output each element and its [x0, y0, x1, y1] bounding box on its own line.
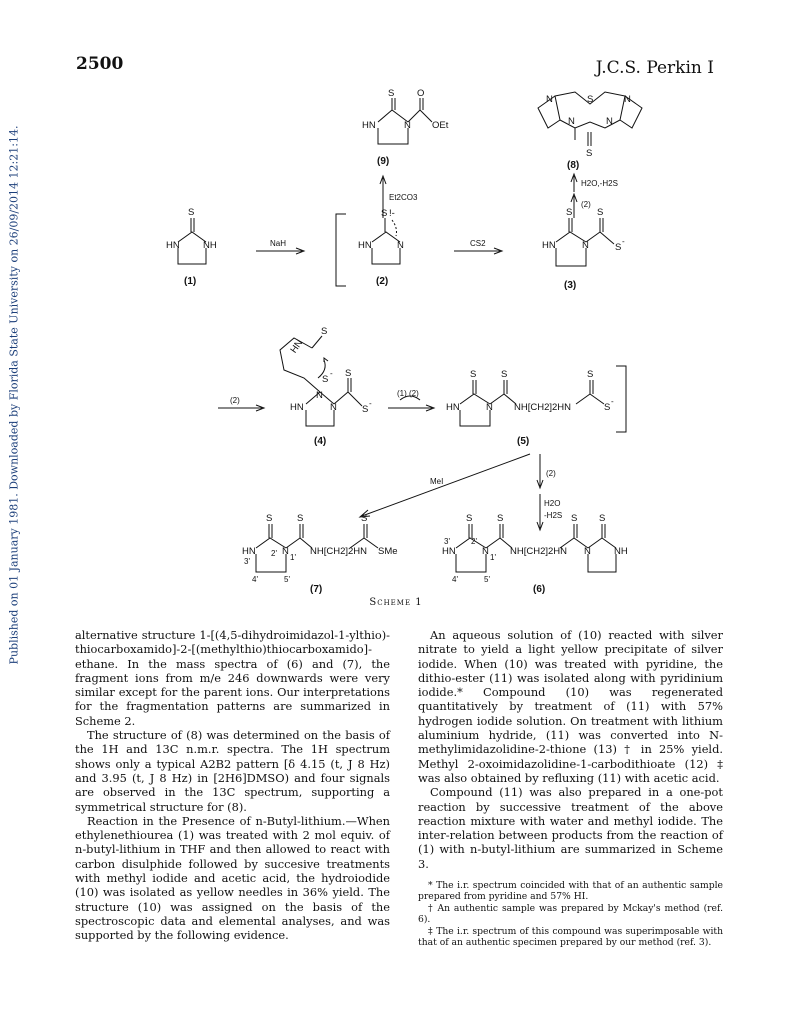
svg-text:S: S [566, 207, 573, 218]
svg-text:-: - [622, 237, 625, 246]
svg-text:S: S [470, 369, 477, 380]
svg-text:NH: NH [614, 546, 628, 557]
svg-text:S: S [362, 404, 369, 415]
svg-text:NH[CH2]2HN: NH[CH2]2HN [514, 402, 572, 413]
compound-label-4: (4) [314, 436, 327, 447]
svg-text:-: - [611, 397, 614, 406]
svg-text:5': 5' [484, 575, 490, 584]
svg-text:2': 2' [471, 537, 477, 546]
compound-label-7: (7) [310, 584, 323, 595]
compound-label-1: (1) [184, 276, 197, 287]
compound-label-9: (9) [377, 156, 390, 167]
left-paragraph-1: alternative structure 1-[(4,5-dihydroimidazol-1-ylthio)-thiocarboxamido]-2-[(methylthio)thiocarboxamido]-ethane. In the mass spectra of (6) and (7), the fragment ions from m/e 246 downwards were very similar except for the parent ions. Our interpretations for the fragmentation patterns are summarized in Scheme 2. [75, 628, 390, 728]
svg-text:N: N [397, 240, 404, 251]
svg-text:S: S [361, 513, 368, 524]
svg-text:3': 3' [244, 557, 250, 566]
svg-text:N: N [330, 402, 337, 413]
svg-text:1': 1' [490, 553, 496, 562]
svg-text:N: N [584, 546, 591, 557]
svg-text:NH[CH2]2HN: NH[CH2]2HN [510, 546, 568, 557]
svg-text:S: S [597, 207, 604, 218]
footnotes [418, 880, 723, 948]
svg-text:N: N [568, 116, 575, 127]
footnote-2: † An authentic sample was prepared by Mckay's method (ref. 6). [418, 903, 723, 926]
svg-text:S: S [345, 368, 352, 379]
svg-text:N: N [316, 390, 323, 401]
left-column [75, 628, 390, 943]
reagent-mei: MeI [430, 477, 444, 486]
reagent-two-b: (2) [230, 396, 240, 405]
reagent-h2o2-h2s: H2O,-H2S [581, 179, 618, 188]
svg-text:S: S [497, 513, 504, 524]
svg-text:HN: HN [358, 240, 372, 251]
compound-label-5: (5) [517, 436, 530, 447]
reagent-cs2: CS2 [470, 239, 486, 248]
reagent-minus-h2s: -H2S [544, 511, 563, 520]
page-number: 2500 [76, 54, 124, 74]
svg-text:4': 4' [452, 575, 458, 584]
svg-text:HN: HN [288, 337, 306, 356]
svg-text:-: - [369, 399, 372, 408]
compound-label-8: (8) [567, 160, 580, 171]
svg-text:S: S [615, 242, 622, 253]
svg-text:2': 2' [271, 549, 277, 558]
compound-label-6: (6) [533, 584, 546, 595]
journal-name: J.C.S. Perkin I [595, 58, 714, 78]
svg-text:S: S [266, 513, 273, 524]
right-paragraph-2: Compound (11) was also prepared in a one-pot reaction by successive treatment of the above reaction mixture with water and methyl iodide. The inter-relation between products from the reaction of (1) with n-butyl-lithium are summarized in Scheme 3. [418, 785, 723, 871]
svg-text:3': 3' [444, 537, 450, 546]
svg-text:HN: HN [242, 546, 256, 557]
svg-text:1': 1' [290, 553, 296, 562]
svg-text:HN: HN [542, 240, 556, 251]
reagent-h2o: H2O [544, 499, 561, 508]
svg-text:-: - [330, 369, 333, 378]
compound-label-2: (2) [376, 276, 389, 287]
svg-text:N: N [606, 116, 613, 127]
svg-text:N: N [486, 402, 493, 413]
scheme-caption: Scheme 1 [369, 597, 423, 608]
svg-text:N: N [482, 546, 489, 557]
svg-text:S: S [388, 88, 395, 99]
left-paragraph-3: Reaction in the Presence of n-Butyl-lithium.—When ethylenethiourea (1) was treated with 2 mol equiv. of n-butyl-lithium in THF and then allowed to react with carbon disulphide followed by succesive treatments with methyl iodide and acetic acid, the hydroiodide (10) was isolated as yellow needles in 36% yield. The structure (10) was assigned on the basis of the spectroscopic data and elemental analyses, and was supported by the following evidence. [75, 813, 390, 943]
svg-text:HN: HN [446, 402, 460, 413]
svg-text:S: S [586, 148, 593, 159]
reagent-one-two: (1) (2) [397, 389, 419, 398]
svg-text:S: S [466, 513, 473, 524]
svg-text:5': 5' [284, 575, 290, 584]
right-paragraph-1: An aqueous solution of (10) reacted with silver nitrate to yield a light yellow precipitate of silver iodide. When (10) was treated with pyridine, the dithio-ester (11) was isolated along with pyridinium iodide.* Compound (10) was regenerated quantitatively by treatment of (11) with 57% hydrogen iodide solution. On treatment with lithium aluminium hydride, (11) was converted into N-methylimidazolidine-2-thione (13) † in 25% yield. Methyl 2-oxoimidazolidine-1-carbodithioate (12) ‡ was also obtained by refluxing (11) with acetic acid. [418, 628, 723, 785]
svg-text:N: N [546, 94, 553, 105]
svg-text:S: S [321, 326, 328, 337]
svg-text:S: S [571, 513, 578, 524]
svg-text:S: S [587, 94, 594, 105]
svg-text:HN: HN [166, 240, 180, 251]
svg-text:O: O [417, 88, 425, 99]
svg-text:N: N [582, 240, 589, 251]
left-paragraph-2: The structure of (8) was determined on the basis of the 1H and 13C n.m.r. spectra. The 1H spectrum shows only a typical A2B2 pattern [δ 4.15 (t, J 8 Hz) and 3.95 (t, J 8 Hz) in [2H6]DMSO) and four signals are observed in the 13C spectrum, supporting a symmetrical structure for (8). [75, 728, 390, 814]
footnote-3: ‡ The i.r. spectrum of this compound was superimposable with that of an authentic specimen prepared by our method (ref. 3). [418, 926, 723, 949]
svg-text:S: S [501, 369, 508, 380]
reagent-nah: NaH [270, 239, 287, 248]
svg-text:NH[CH2]2HN: NH[CH2]2HN [310, 546, 368, 557]
svg-text:S: S [381, 208, 388, 219]
svg-text:N: N [404, 120, 411, 131]
reagent-two-c: (2) [546, 469, 556, 478]
footnote-1: * The i.r. spectrum coincided with that of an authentic sample prepared from pyridine and 57% HI. [418, 880, 723, 903]
svg-text:HN: HN [442, 546, 456, 557]
svg-text:!-: !- [389, 208, 395, 219]
svg-text:N: N [624, 94, 631, 105]
reagent-et2co3: Et2CO3 [389, 193, 418, 202]
svg-text:S: S [599, 513, 606, 524]
right-column [418, 628, 723, 949]
svg-text:S: S [188, 207, 195, 218]
compound-label-3: (3) [564, 280, 577, 291]
svg-text:SMe: SMe [378, 546, 398, 557]
svg-text:OEt: OEt [432, 120, 449, 131]
svg-text:S: S [587, 369, 594, 380]
svg-text:S: S [604, 402, 611, 413]
svg-text:S: S [322, 374, 329, 385]
download-watermark-text: Published on 01 January 1981. Downloaded by Florida State University on 26/09/2014 12:21:14. [7, 125, 21, 665]
svg-text:S: S [297, 513, 304, 524]
svg-text:NH: NH [203, 240, 217, 251]
svg-text:HN: HN [362, 120, 376, 131]
reagent-two-a: (2) [581, 200, 591, 209]
svg-text:HN: HN [290, 402, 304, 413]
svg-text:N: N [282, 546, 289, 557]
svg-text:4': 4' [252, 575, 258, 584]
